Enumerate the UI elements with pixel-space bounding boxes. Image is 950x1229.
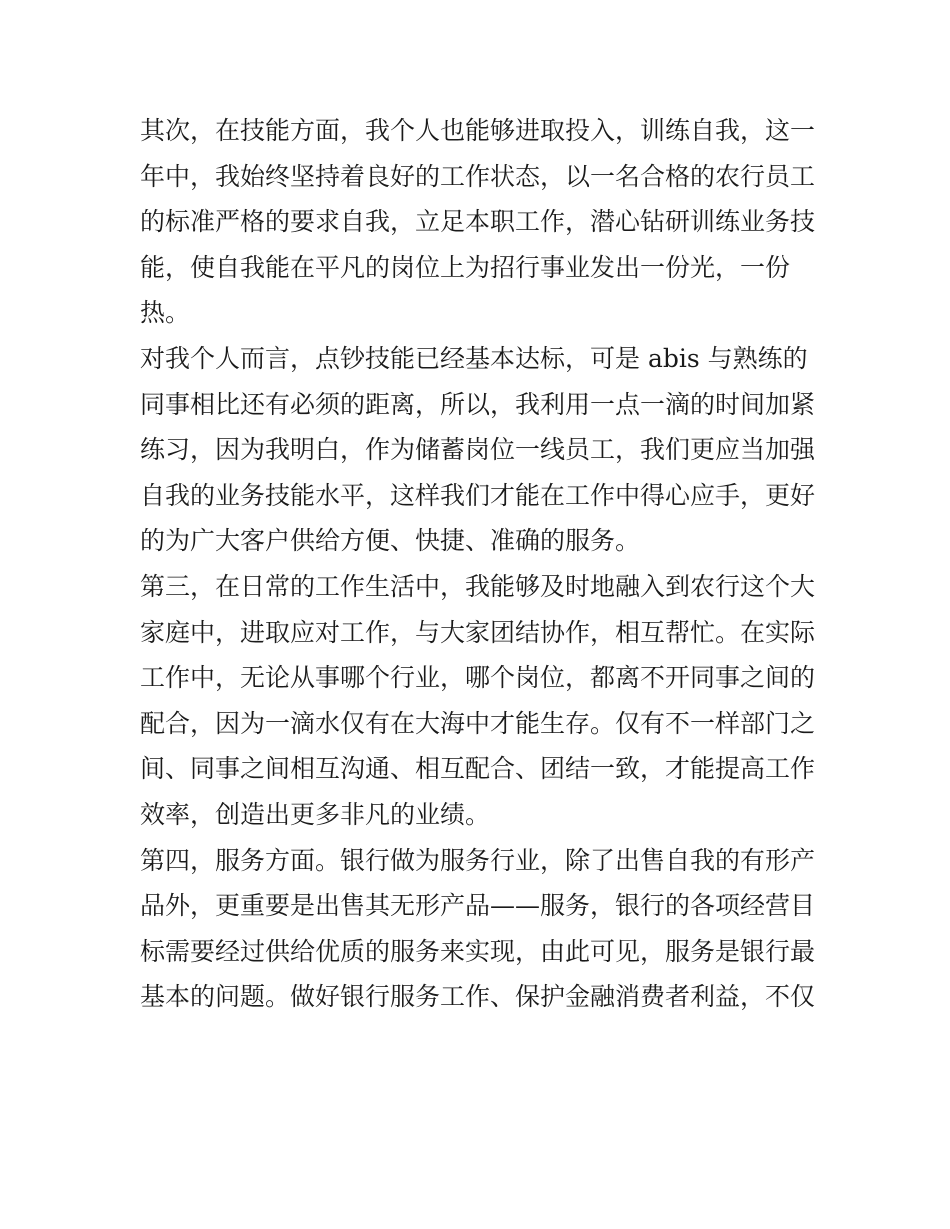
text-line: 能，使自我能在平凡的岗位上为招行事业发出一份光，一份 — [140, 252, 791, 282]
text-line: 第三，在日常的工作生活中，我能够及时地融入到农行这个大 — [140, 571, 816, 601]
text-line: 第四，服务方面。银行做为服务行业，除了出售自我的有形产 — [140, 845, 816, 875]
text-line: 练习，因为我明白，作为储蓄岗位一线员工，我们更应当加强 — [140, 435, 816, 465]
body-text — [140, 108, 820, 1020]
text-line: 的标准严格的要求自我，立足本职工作，潜心钻研训练业务技 — [140, 207, 816, 237]
text-line: 自我的业务技能水平，这样我们才能在工作中得心应手，更好 — [140, 480, 816, 510]
text-line: 的为广大客户供给方便、快捷、准确的服务。 — [140, 526, 641, 556]
text-line: 间、同事之间相互沟通、相互配合、团结一致，才能提高工作 — [140, 754, 816, 784]
text-line: 配合，因为一滴水仅有在大海中才能生存。仅有不一样部门之 — [140, 708, 816, 738]
text-line: 标需要经过供给优质的服务来实现，由此可见，服务是银行最 — [140, 936, 816, 966]
text-line: 其次，在技能方面，我个人也能够进取投入，训练自我，这一 — [140, 116, 816, 145]
text-line: 效率，创造出更多非凡的业绩。 — [140, 799, 491, 829]
text-line: 家庭中，进取应对工作，与大家团结协作，相互帮忙。在实际 — [140, 617, 816, 647]
text-line: 基本的问题。做好银行服务工作、保护金融消费者利益，不仅 — [140, 982, 816, 1012]
text-line: 同事相比还有必须的距离，所以，我利用一点一滴的时间加紧 — [140, 389, 816, 419]
text-line: 热。 — [140, 298, 191, 328]
text-line: 对我个人而言，点钞技能已经基本达标，可是 abis 与熟练的 — [140, 343, 808, 373]
text-line: 工作中，无论从事哪个行业，哪个岗位，都离不开同事之间的 — [140, 663, 816, 693]
text-line: 品外，更重要是出售其无形产品——服务，银行的各项经营目 — [140, 891, 816, 921]
text-line: 年中，我始终坚持着良好的工作状态，以一名合格的农行员工 — [140, 161, 816, 191]
